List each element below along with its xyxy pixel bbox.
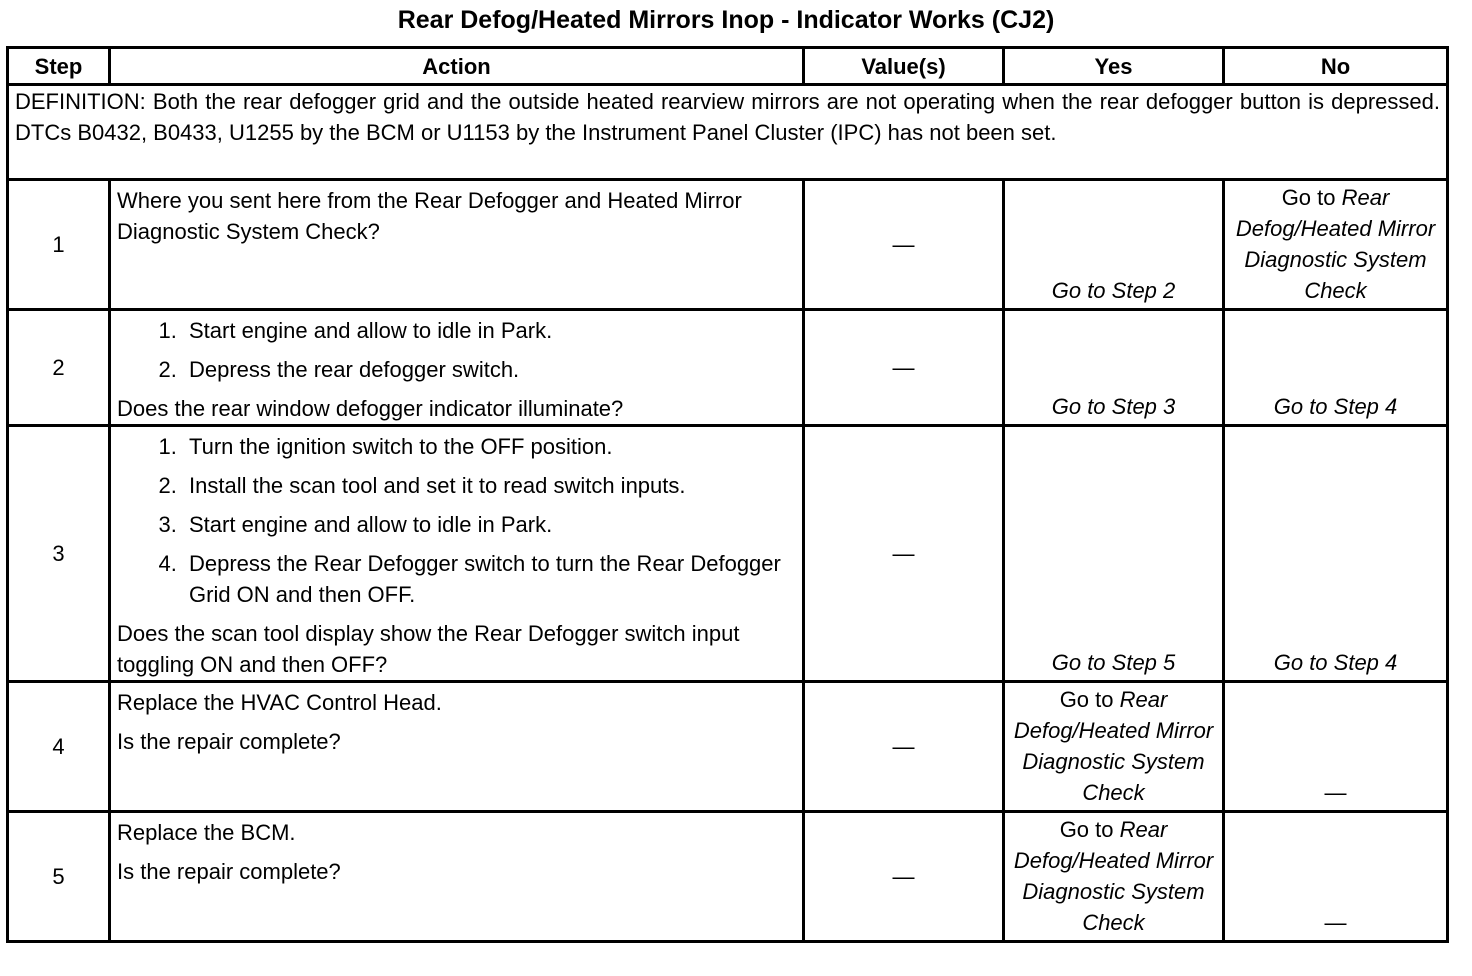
go-to-prefix: Go to (1059, 687, 1114, 712)
definition-row (8, 85, 1448, 180)
header-step: Step (8, 48, 110, 85)
dash: — (1324, 910, 1347, 935)
substep-item: 4. Depress the Rear Defogger switch to turn the Rear Defogger Grid ON and then OFF. (183, 548, 796, 610)
action-cell (110, 310, 804, 426)
system-check-link[interactable]: Rear Defog/Heated Mirror Diagnostic System Check (1235, 185, 1436, 303)
substep-item: 3. Start engine and allow to idle in Park. (183, 509, 796, 540)
table-row (8, 310, 1448, 426)
diagnostic-table (6, 46, 1449, 943)
yes-cell: Go to Step 5 (1004, 426, 1224, 682)
value-cell: — (804, 310, 1004, 426)
action-cell (110, 812, 804, 942)
no-cell (1224, 812, 1448, 942)
yes-cell: Go to Step 2 (1004, 180, 1224, 310)
action-cell (110, 180, 804, 310)
value-cell: — (804, 426, 1004, 682)
system-check-link[interactable]: Rear Defog/Heated Mirror Diagnostic System Check (1013, 817, 1214, 935)
page-title: Rear Defog/Heated Mirrors Inop - Indicator Works (CJ2) (397, 6, 1055, 34)
action-cell (110, 682, 804, 812)
dash: — (1324, 780, 1347, 805)
header-values: Value(s) (804, 48, 1004, 85)
step-number: 1 (8, 180, 110, 310)
system-check-link[interactable]: Rear Defog/Heated Mirror Diagnostic System Check (1013, 687, 1214, 805)
go-to-prefix: Go to (1059, 817, 1114, 842)
header-no: No (1224, 48, 1448, 85)
step-number: 4 (8, 682, 110, 812)
substep-item: 2. Install the scan tool and set it to read switch inputs. (183, 470, 796, 501)
instruction-text: Replace the HVAC Control Head. (117, 690, 442, 715)
no-cell (1224, 682, 1448, 812)
question-text: Does the scan tool display show the Rear Defogger switch input toggling ON and then OFF? (117, 621, 740, 677)
value-cell: — (804, 180, 1004, 310)
no-cell: Go to Step 4 (1224, 310, 1448, 426)
substep-item: 2. Depress the rear defogger switch. (183, 354, 796, 385)
question-text: Is the repair complete? (117, 859, 341, 884)
no-cell: Go to Step 4 (1224, 426, 1448, 682)
step-number: 2 (8, 310, 110, 426)
header-yes: Yes (1004, 48, 1224, 85)
substep-item: 1. Start engine and allow to idle in Park. (183, 315, 796, 346)
yes-cell (1004, 682, 1224, 812)
value-cell: — (804, 812, 1004, 942)
table-row (8, 426, 1448, 682)
instruction-text: Replace the BCM. (117, 820, 296, 845)
header-action: Action (110, 48, 804, 85)
value-cell: — (804, 682, 1004, 812)
question-text: Is the repair complete? (117, 729, 341, 754)
substep-list (117, 431, 796, 610)
go-to-prefix: Go to (1281, 185, 1336, 210)
substep-item: 1. Turn the ignition switch to the OFF position. (183, 431, 796, 462)
yes-cell (1004, 812, 1224, 942)
action-cell (110, 426, 804, 682)
table-row (8, 682, 1448, 812)
question-text: Where you sent here from the Rear Defogger and Heated Mirror Diagnostic System Check? (117, 188, 742, 244)
table-row (8, 812, 1448, 942)
table-header-row (8, 48, 1448, 85)
step-number: 5 (8, 812, 110, 942)
definition-text: DEFINITION: Both the rear defogger grid and the outside heated rearview mirrors are not operating when the rear defogger button is depressed. DTCs B0432, B0433, U1255 by the BCM or U1153 by the Instrument Panel Cluster (IPC) has not been set. (8, 85, 1448, 180)
yes-cell: Go to Step 3 (1004, 310, 1224, 426)
no-cell (1224, 180, 1448, 310)
substep-list (117, 315, 796, 385)
table-row (8, 180, 1448, 310)
question-text: Does the rear window defogger indicator illuminate? (117, 396, 624, 421)
step-number: 3 (8, 426, 110, 682)
